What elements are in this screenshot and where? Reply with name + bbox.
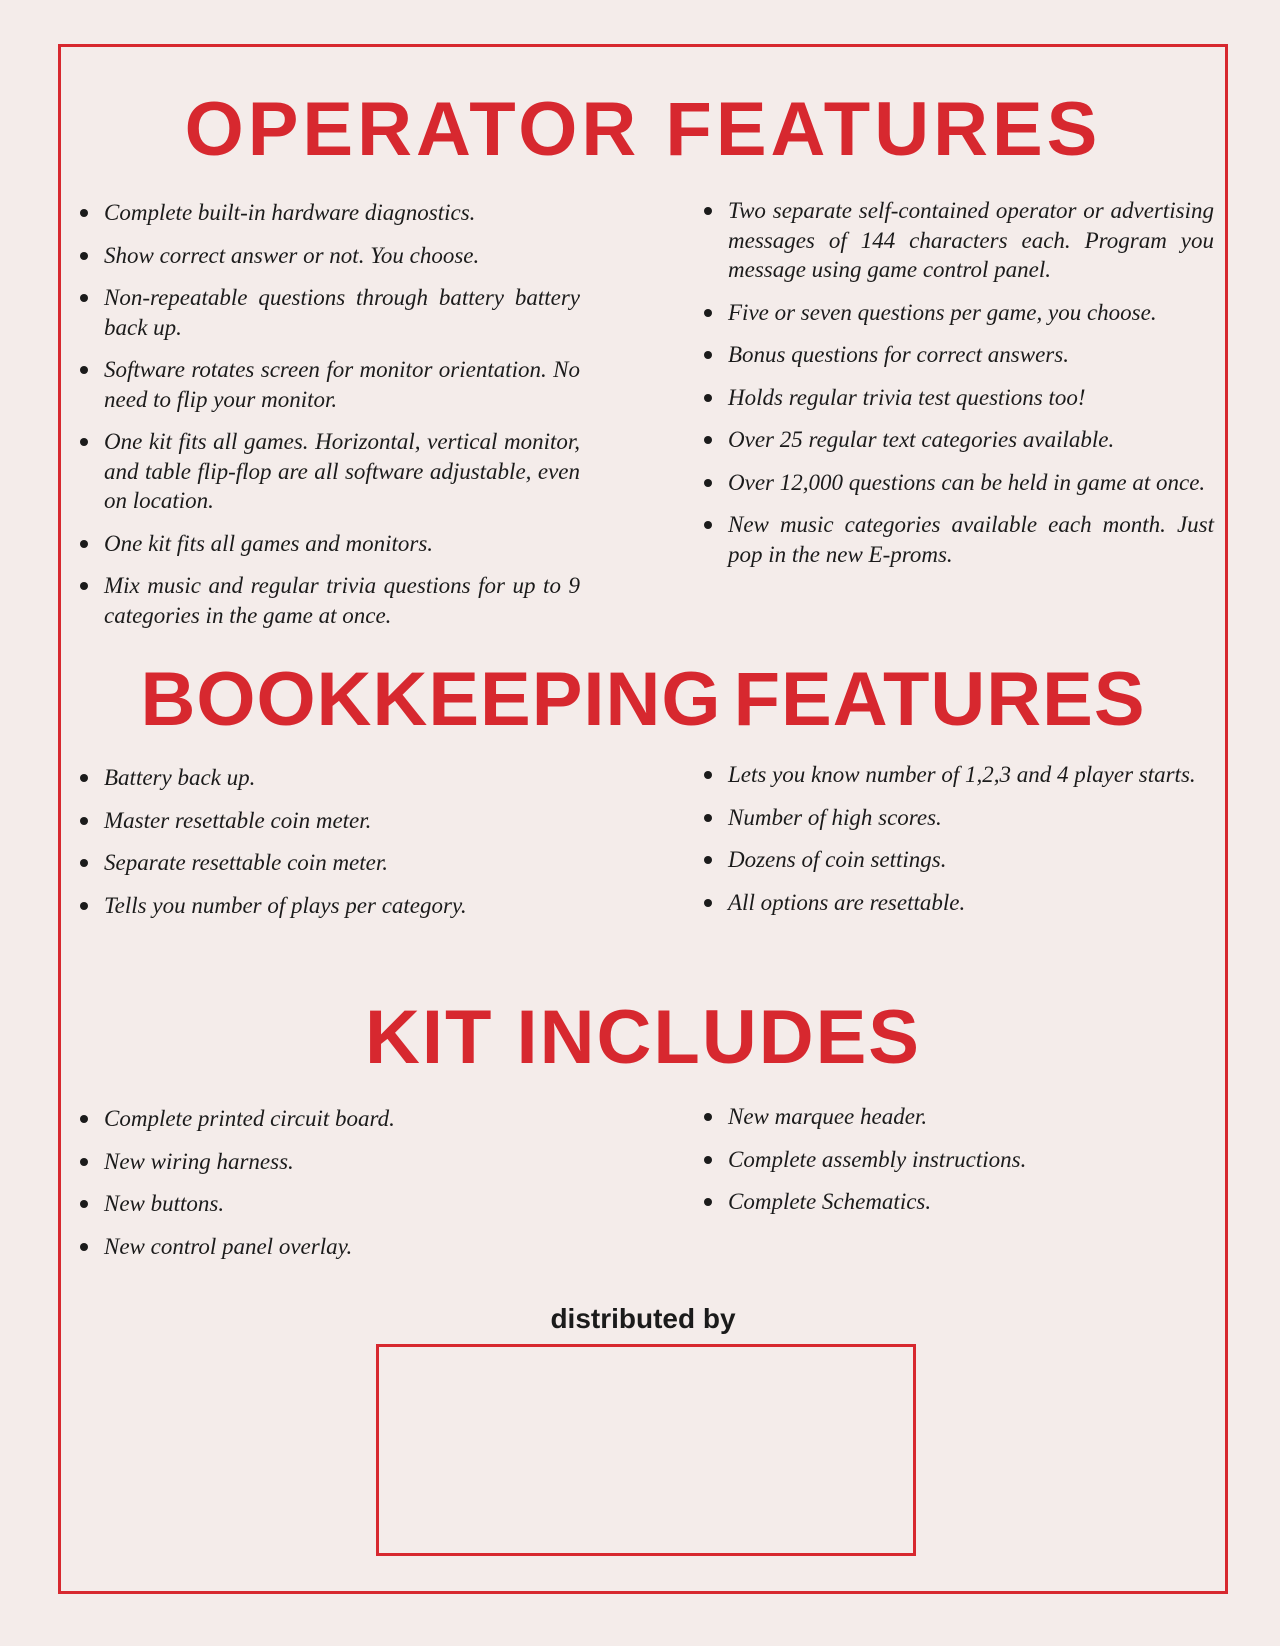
list-item: Holds regular trivia test questions too! [704, 383, 1214, 413]
list-item: Complete Schematics. [704, 1187, 1224, 1217]
list-item: One kit fits all games and monitors. [80, 529, 580, 559]
list-item: Separate resettable coin meter. [80, 848, 600, 878]
operator-features-heading: OPERATOR FEATURES [184, 87, 1102, 172]
kit-includes-heading: KIT INCLUDES [365, 995, 921, 1080]
bookkeeping-features-list-left [80, 763, 600, 933]
list-item: Mix music and regular trivia questions for up to 9 categories in the game at once. [80, 571, 580, 630]
list-item: New marquee header. [704, 1102, 1224, 1132]
list-item: Two separate self-contained operator or advertising messages of 144 characters each. Program you message using game control panel. [704, 196, 1214, 285]
list-item: Battery back up. [80, 763, 600, 793]
distributed-by-label: distributed by [550, 1303, 736, 1334]
list-item: New wiring harness. [80, 1147, 600, 1177]
bookkeeping-features-heading: BOOKKEEPING FEATURES [140, 657, 1146, 742]
list-item: Show correct answer or not. You choose. [80, 241, 580, 271]
list-item: Complete built-in hardware diagnostics. [80, 198, 580, 228]
list-item: Complete printed circuit board. [80, 1104, 600, 1134]
list-item: Over 12,000 questions can be held in game at once. [704, 468, 1214, 498]
bookkeeping-features-list-right [704, 760, 1214, 930]
list-item: Software rotates screen for monitor orientation. No need to flip your monitor. [80, 355, 580, 414]
list-item: New control panel overlay. [80, 1232, 600, 1262]
list-item: Bonus questions for correct answers. [704, 340, 1214, 370]
list-item: Dozens of coin settings. [704, 845, 1214, 875]
list-item: Master resettable coin meter. [80, 806, 600, 836]
list-item: One kit fits all games. Horizontal, vertical monitor, and table flip-flop are all software adjustable, even on location. [80, 427, 580, 516]
list-item: All options are resettable. [704, 888, 1214, 918]
list-item: New buttons. [80, 1189, 600, 1219]
operator-features-list-left [80, 198, 580, 643]
kit-includes-list-right [704, 1102, 1224, 1230]
list-item: Number of high scores. [704, 803, 1214, 833]
kit-includes-list-left [80, 1104, 600, 1274]
list-item: Lets you know number of 1,2,3 and 4 player starts. [704, 760, 1214, 790]
list-item: Five or seven questions per game, you choose. [704, 298, 1214, 328]
list-item: Tells you number of plays per category. [80, 891, 600, 921]
operator-features-list-right [704, 196, 1214, 582]
distributor-stamp-box [376, 1344, 916, 1556]
list-item: Complete assembly instructions. [704, 1145, 1224, 1175]
list-item: New music categories available each month. Just pop in the new E-proms. [704, 510, 1214, 569]
list-item: Non-repeatable questions through battery battery back up. [80, 283, 580, 342]
list-item: Over 25 regular text categories available. [704, 425, 1214, 455]
